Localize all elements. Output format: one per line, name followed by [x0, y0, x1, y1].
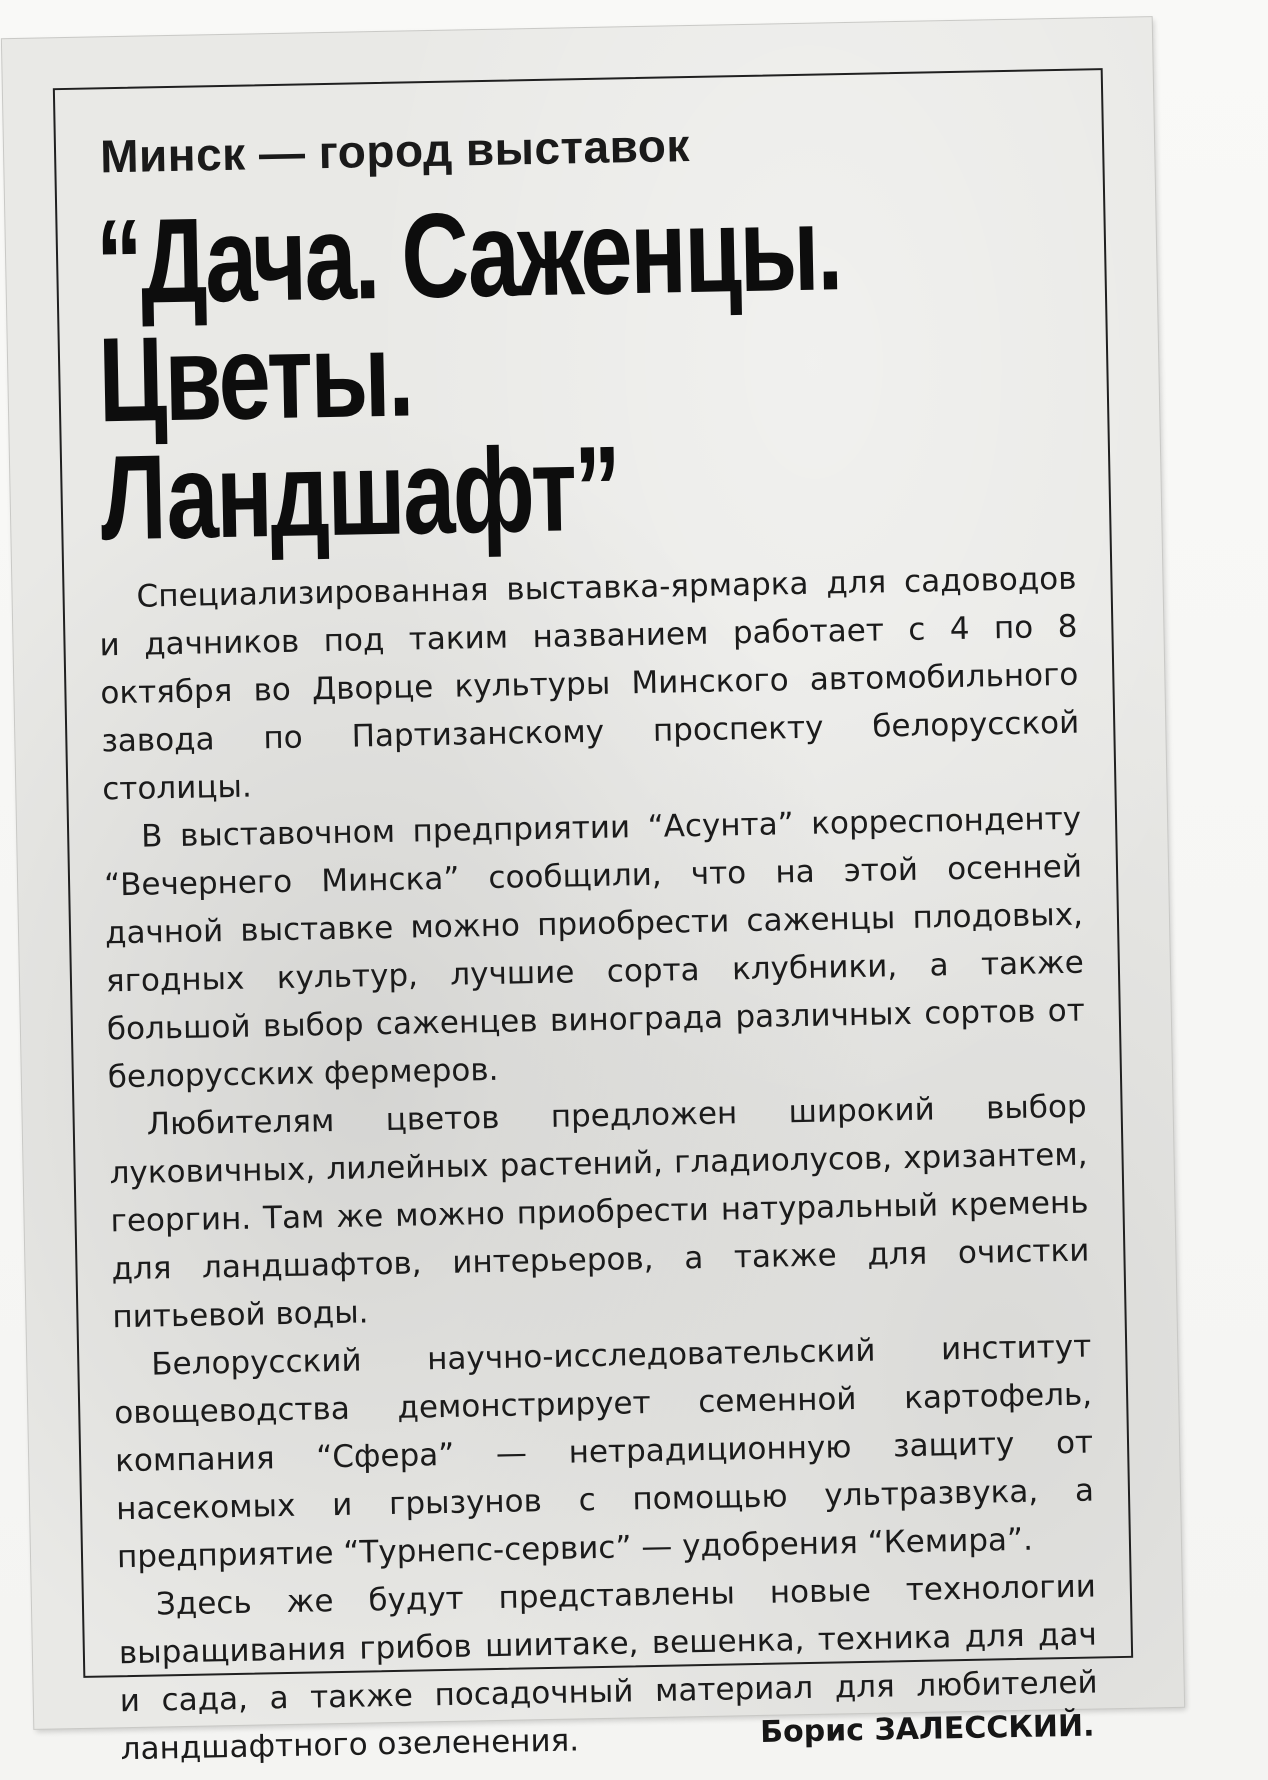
article-paragraph: Любителям цветов предложен широкий выбор луковичных, лилейных растений, гладиолусов, хризантем, георгин. Там же можно приобрести натуральный кремень для ландшафтов, интерьеров, а также для очистки питьевой воды.: [109, 1088, 1090, 1336]
article-paragraph: Специализированная выставка-ярмарка для садоводов и дачников под таким названием работает с 4 по 8 октября во Дворце культуры Минского автомобильного завода по Партизанскому проспекту белорусской столицы.: [99, 560, 1080, 808]
headline-line-1: “Дача. Саженцы.: [94, 181, 842, 330]
article-headline: [94, 181, 1100, 566]
rubric-heading: Минск — город выставок: [99, 119, 691, 183]
article-paragraph: Здесь же будут представлены новые технологии выращивания грибов шиитаке, вешенка, техника для дач и сада, а также посадочный материал для любителей ландшафтного озеленения.: [118, 1568, 1098, 1768]
headline-line-3: Ландшафт”: [99, 421, 621, 566]
newspaper-clipping: [2, 17, 1184, 1768]
headline-line-2: Цветы.: [97, 307, 413, 448]
article-frame: [53, 68, 1133, 1768]
article-paragraph: Белорусский научно-исследовательский институт овощеводства демонстрирует семенной картофель, компания “Сфера” — нетрадиционную защиту от насекомых и грызунов с помощью ультразвука, а предприятие “Турнепс-сервис” — удобрения “Кемира”.: [113, 1328, 1095, 1576]
article-body: [98, 555, 1099, 1774]
article-paragraph: В выставочном предприятии “Асунта” корреспонденту “Вечернего Минска” сообщили, что на этой осенней дачной выставке можно приобрести саженцы плодовых, ягодных культур, лучшие сорта клубники, а также большой выбор саженцев винограда различных сортов от белорусских фермеров.: [103, 800, 1086, 1096]
author-byline: Борис ЗАЛЕССКИЙ.: [759, 1708, 1095, 1750]
